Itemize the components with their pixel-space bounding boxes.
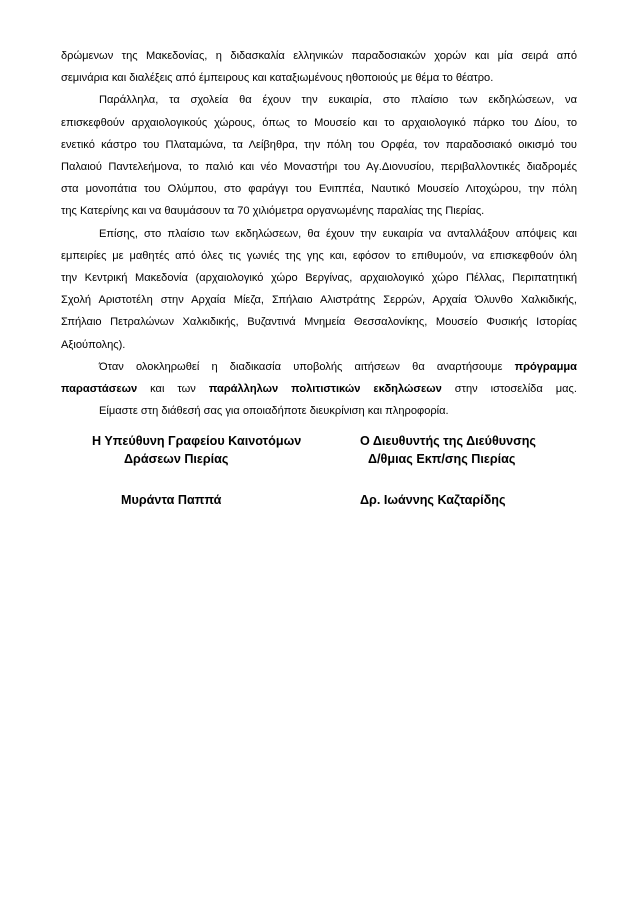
text-line [61,378,577,400]
text-line: Επίσης, στο πλαίσιο των εκδηλώσεων, θα έχουν την ευκαιρία να ανταλλάξουν απόψεις και [99,227,577,240]
text-line: Σχολή Αριστοτέλη στην Αρχαία Μίεζα, Σπήλαιο Αλιστράτης Σερρών, Αρχαία Όλυνθο Χαλκιδικής, [61,294,577,307]
bold-text: πρόγραμμα [514,360,577,373]
left-signatory-name: Μυράντα Παππά [121,493,222,507]
text-line: Είμαστε στη διάθεσή σας για οποιαδήποτε διευκρίνιση και πληροφορία. [99,405,449,418]
bold-text: παραστάσεων [61,383,138,396]
left-signatory-title-line2: Δράσεων Πιερίας [124,452,229,466]
right-signatory-title: Ο Διευθυντής της Διεύθυνσης [360,434,536,448]
right-signatory-name: Δρ. Ιωάννης Καζταρίδης [360,493,506,507]
text-span: στην ιστοσελίδα μας. [441,383,577,396]
text-span: και των [137,383,209,396]
text-line: στα μονοπάτια του Ολύμπου, στο φαράγγι του Ενιππέα, Ναυτικό Μουσείο Λιτοχώρου, την πόλη [61,183,577,196]
paragraph-2 [61,89,577,222]
text-line: επισκεφθούν αρχαιολογικούς χώρους, όπως το Μουσείο και το αρχαιολογικό πάρκο του Δίου, το [61,116,577,129]
text-line: σεμινάρια και διαλέξεις από έμπειρους και καταξιωμένους ηθοποιούς με θέμα το θέατρο. [61,72,494,85]
text-line: της Κατερίνης και να θαυμάσουν τα 70 χιλιόμετρα οργανωμένης παραλίας της Πιερίας. [61,205,485,218]
paragraph-3 [61,223,577,356]
text-line: Σπήλαιο Πετραλώνων Χαλκιδικής, Βυζαντινά Μνημεία Θεσσαλονίκης, Μουσείο Φυσικής Ιστορίας [61,316,577,329]
text-line [61,356,577,378]
text-line: Αξιούπολης). [61,338,126,351]
text-span: Όταν ολοκληρωθεί η διαδικασία υποβολής αιτήσεων θα αναρτήσουμε [99,360,515,373]
text-line: εμπειρίες με μαθητές από όλες τις γωνιές της γης και, εφόσον το επιθυμούν, να επισκεφθούν όλη [61,249,577,262]
text-line: την Κεντρική Μακεδονία (αρχαιολογικό χώρο Βεργίνας, αρχαιολογικό χώρο Πέλλας, Περιπατητική [61,272,577,285]
text-line: ενετικό κάστρο του Πλαταμώνα, τα Λείβηθρα, την πόλη του Ορφέα, τον παραδοσιακό οικισμό του [61,138,577,151]
right-signatory-title-line2: Δ/θμιας Εκπ/σης Πιερίας [368,452,516,466]
text-line: Παράλληλα, τα σχολεία θα έχουν την ευκαιρία, στο πλαίσιο των εκδηλώσεων, να [99,94,577,107]
text-line: Παλαιού Παντελεήμονα, το παλιό και νέο Μοναστήρι του Αγ.Διονυσίου, περιβαλλοντικές διαδρομές [61,161,577,174]
paragraph-1 [61,45,577,89]
bold-text: παράλληλων πολιτιστικών εκδηλώσεων [208,383,442,396]
left-signatory-title: Η Υπεύθυνη Γραφείου Καινοτόμων [92,434,302,448]
paragraph-4 [61,356,577,400]
paragraph-5 [61,400,577,422]
text-line: δρώμενων της Μακεδονίας, η διδασκαλία ελληνικών παραδοσιακών χορών και μία σειρά από [61,50,577,62]
letter-body [61,45,577,422]
